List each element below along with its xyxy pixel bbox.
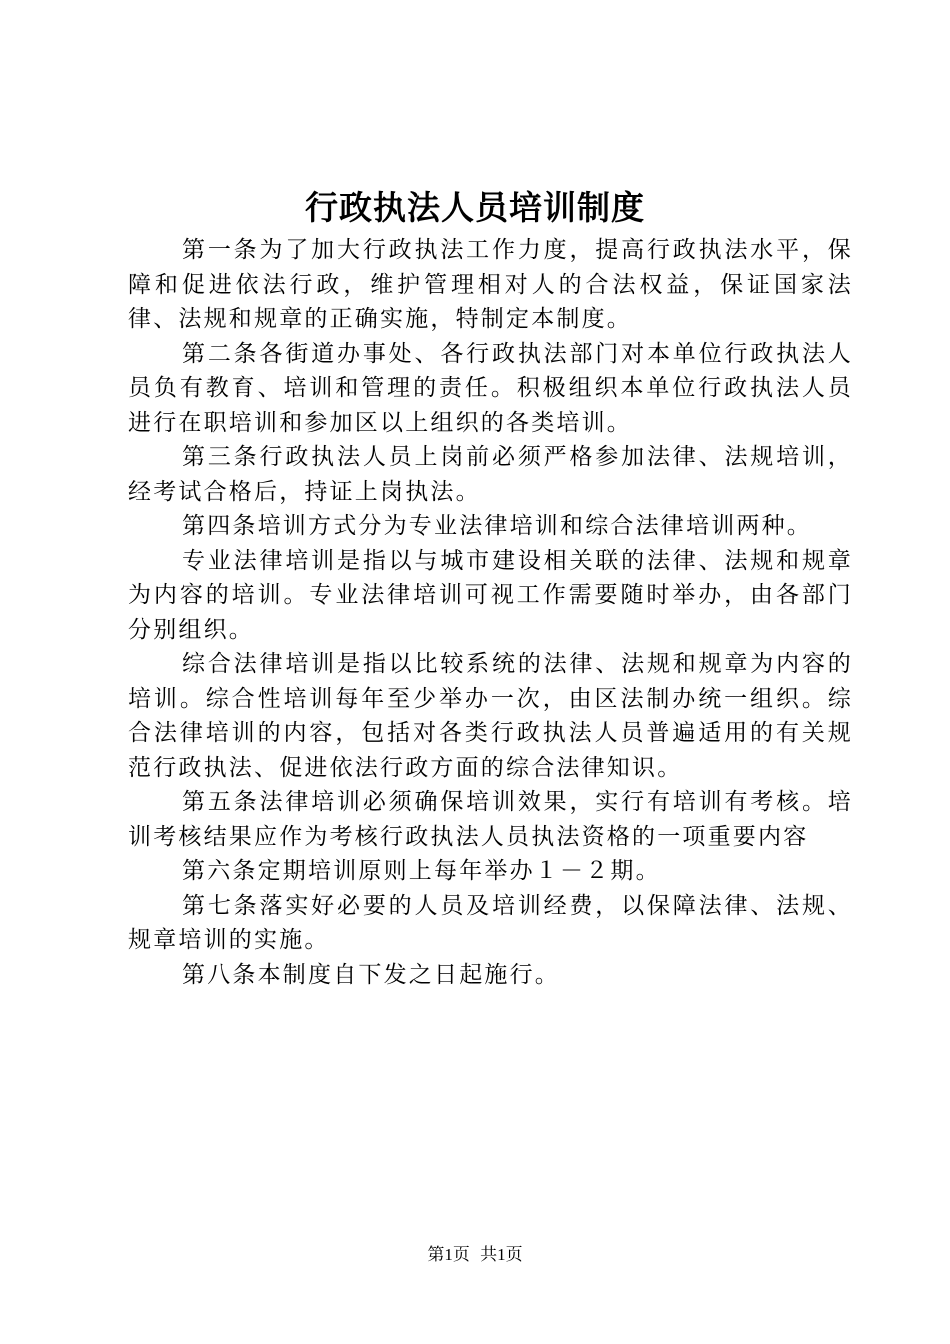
article-2: 第二条各街道办事处、各行政执法部门对本单位行政执法人员负有教育、培训和管理的责任。积极组织本单位行政执法人员进行在职培训和参加区以上组织的各类培训。	[128, 340, 853, 436]
document-body	[128, 233, 853, 992]
page-number-current: 第1页	[427, 1245, 470, 1264]
article-4-professional: 专业法律培训是指以与城市建设相关联的法律、法规和规章为内容的培训。专业法律培训可视工作需要随时举办，由各部门分别组织。	[128, 547, 853, 643]
article-6: 第六条定期培训原则上每年举办１－２期。	[182, 858, 661, 884]
article-7: 第七条落实好必要的人员及培训经费，以保障法律、法规、规章培训的实施。	[128, 892, 853, 953]
document-title: 行政执法人员培训制度	[305, 188, 645, 227]
page-footer	[0, 1244, 950, 1266]
article-5: 第五条法律培训必须确保培训效果，实行有培训有考核。培训考核结果应作为考核行政执法人员执法资格的一项重要内容	[128, 789, 853, 850]
article-8: 第八条本制度自下发之日起施行。	[182, 961, 560, 988]
article-3: 第三条行政执法人员上岗前必须严格参加法律、法规培训，经考试合格后，持证上岗执法。	[128, 444, 853, 505]
article-4-comprehensive: 综合法律培训是指以比较系统的法律、法规和规章为内容的培训。综合性培训每年至少举办一次，由区法制办统一组织。综合法律培训的内容，包括对各类行政执法人员普遍适用的有关规范行政执法、促进依法行政方面的综合法律知识。	[128, 651, 853, 781]
page-number-total: 共1页	[480, 1245, 523, 1264]
article-1: 第一条为了加大行政执法工作力度，提高行政执法水平，保障和促进依法行政，维护管理相对人的合法权益，保证国家法律、法规和规章的正确实施，特制定本制度。	[128, 237, 853, 332]
article-4: 第四条培训方式分为专业法律培训和综合法律培训两种。	[182, 513, 812, 539]
